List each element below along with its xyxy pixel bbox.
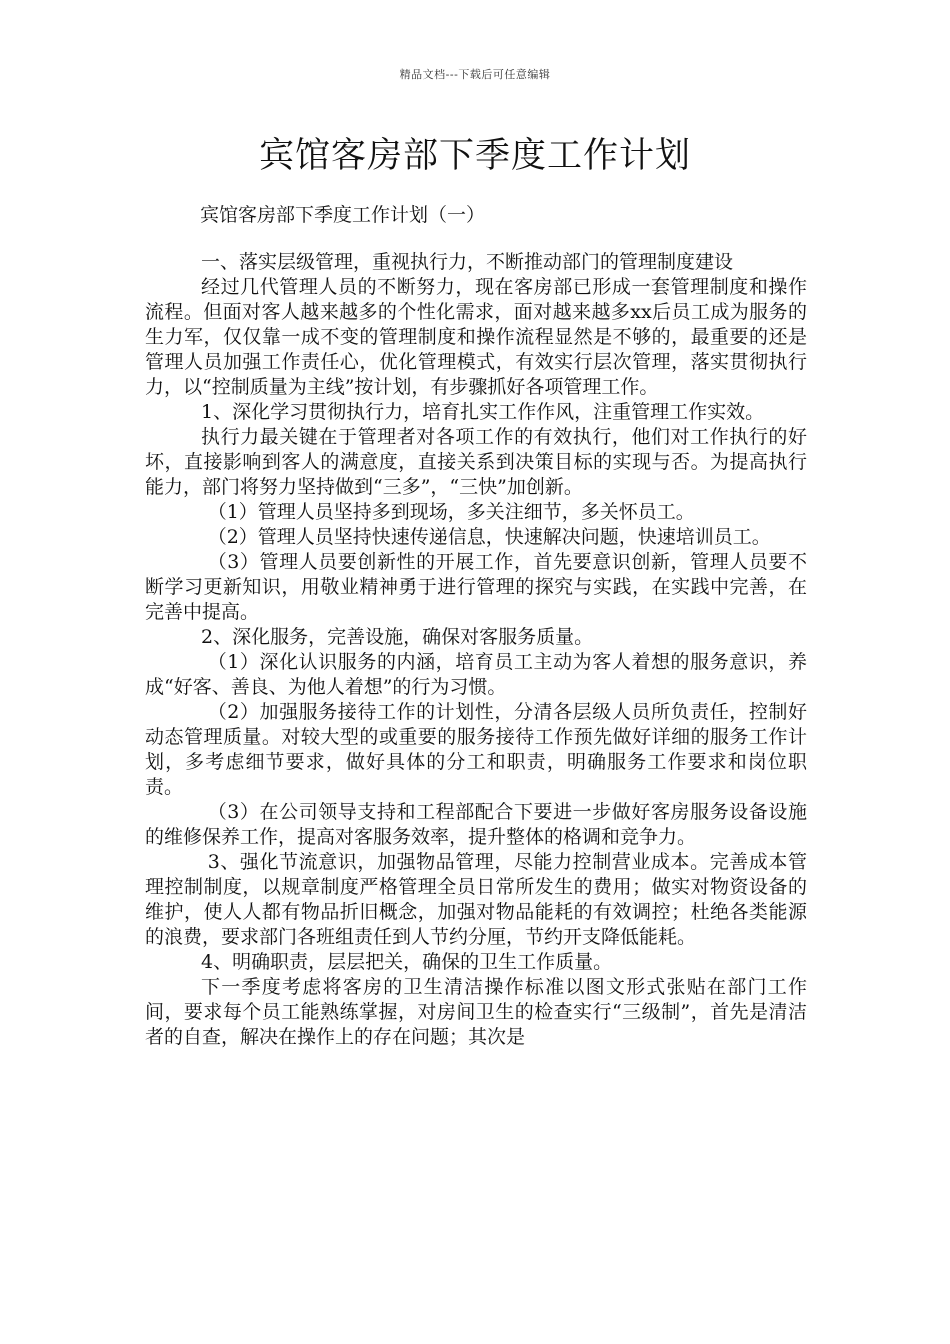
subsection-heading-1: 1、深化学习贯彻执行力，培育扎实工作作风，注重管理工作实效。 <box>201 401 765 423</box>
list-item: （1）深化认识服务的内涵，培育员工主动为客人着想的服务意识，养成“好客、善良、为他人着想”的行为习惯。 <box>145 651 807 698</box>
subsection-heading-3: 3、强化节流意识，加强物品管理，尽能力控制营业成本。完善成本管理控制制度，以规章制度严格管理全员日常所发生的费用；做实对物资设备的维护，使人人都有物品折旧概念，加强对物品能耗的有效调控；杜绝各类能源的浪费，要求部门各班组责任到人节约分厘，节约开支降低能耗。 <box>145 851 807 948</box>
document-title: 宾馆客房部下季度工作计划 <box>258 136 691 176</box>
page-header: 精品文档---下载后可任意编辑 <box>399 68 551 81</box>
list-item: （2）管理人员坚持快速传递信息，快速解决问题，快速培训员工。 <box>207 526 771 548</box>
subsection-heading-4: 4、明确职责，层层把关，确保的卫生工作质量。 <box>201 951 613 973</box>
list-item: （1）管理人员坚持多到现场，多关注细节，多关怀员工。 <box>207 501 695 523</box>
section-heading-1: 一、落实层级管理，重视执行力，不断推动部门的管理制度建设 <box>201 251 734 273</box>
subsection-heading-2: 2、深化服务，完善设施，确保对客服务质量。 <box>201 626 594 648</box>
body-paragraph: 下一季度考虑将客房的卫生清洁操作标准以图文形式张贴在部门工作间，要求每个员工能熟练掌握，对房间卫生的检查实行“三级制”，首先是清洁者的自查，解决在操作上的存在问题；其次是 <box>145 976 807 1048</box>
document-body <box>145 250 807 1050</box>
document-subtitle: 宾馆客房部下季度工作计划（一） <box>200 204 486 226</box>
list-item: （3）在公司领导支持和工程部配合下要进一步做好客房服务设备设施的维修保养工作，提高对客服务效率，提升整体的格调和竞争力。 <box>145 801 807 848</box>
body-paragraph: 执行力最关键在于管理者对各项工作的有效执行，他们对工作执行的好坏，直接影响到客人的满意度，直接关系到决策目标的实现与否。为提高执行能力，部门将努力坚持做到“三多”，“三快”加创新。 <box>145 426 807 498</box>
list-item: （3）管理人员要创新性的开展工作，首先要意识创新，管理人员要不断学习更新知识，用敬业精神勇于进行管理的探究与实践，在实践中完善，在完善中提高。 <box>145 551 807 623</box>
body-paragraph: 经过几代管理人员的不断努力，现在客房部已形成一套管理制度和操作流程。但面对客人越来越多的个性化需求，面对越来越多xx后员工成为服务的生力军，仅仅靠一成不变的管理制度和操作流程显然是不够的，最重要的还是管理人员加强工作责任心，优化管理模式，有效实行层次管理，落实贯彻执行力，以“控制质量为主线”按计划，有步骤抓好各项管理工作。 <box>145 276 807 398</box>
list-item: （2）加强服务接待工作的计划性，分清各层级人员所负责任，控制好动态管理质量。对较大型的或重要的服务接待工作预先做好详细的服务工作计划，多考虑细节要求，做好具体的分工和职责，明确服务工作要求和岗位职责。 <box>145 701 807 798</box>
